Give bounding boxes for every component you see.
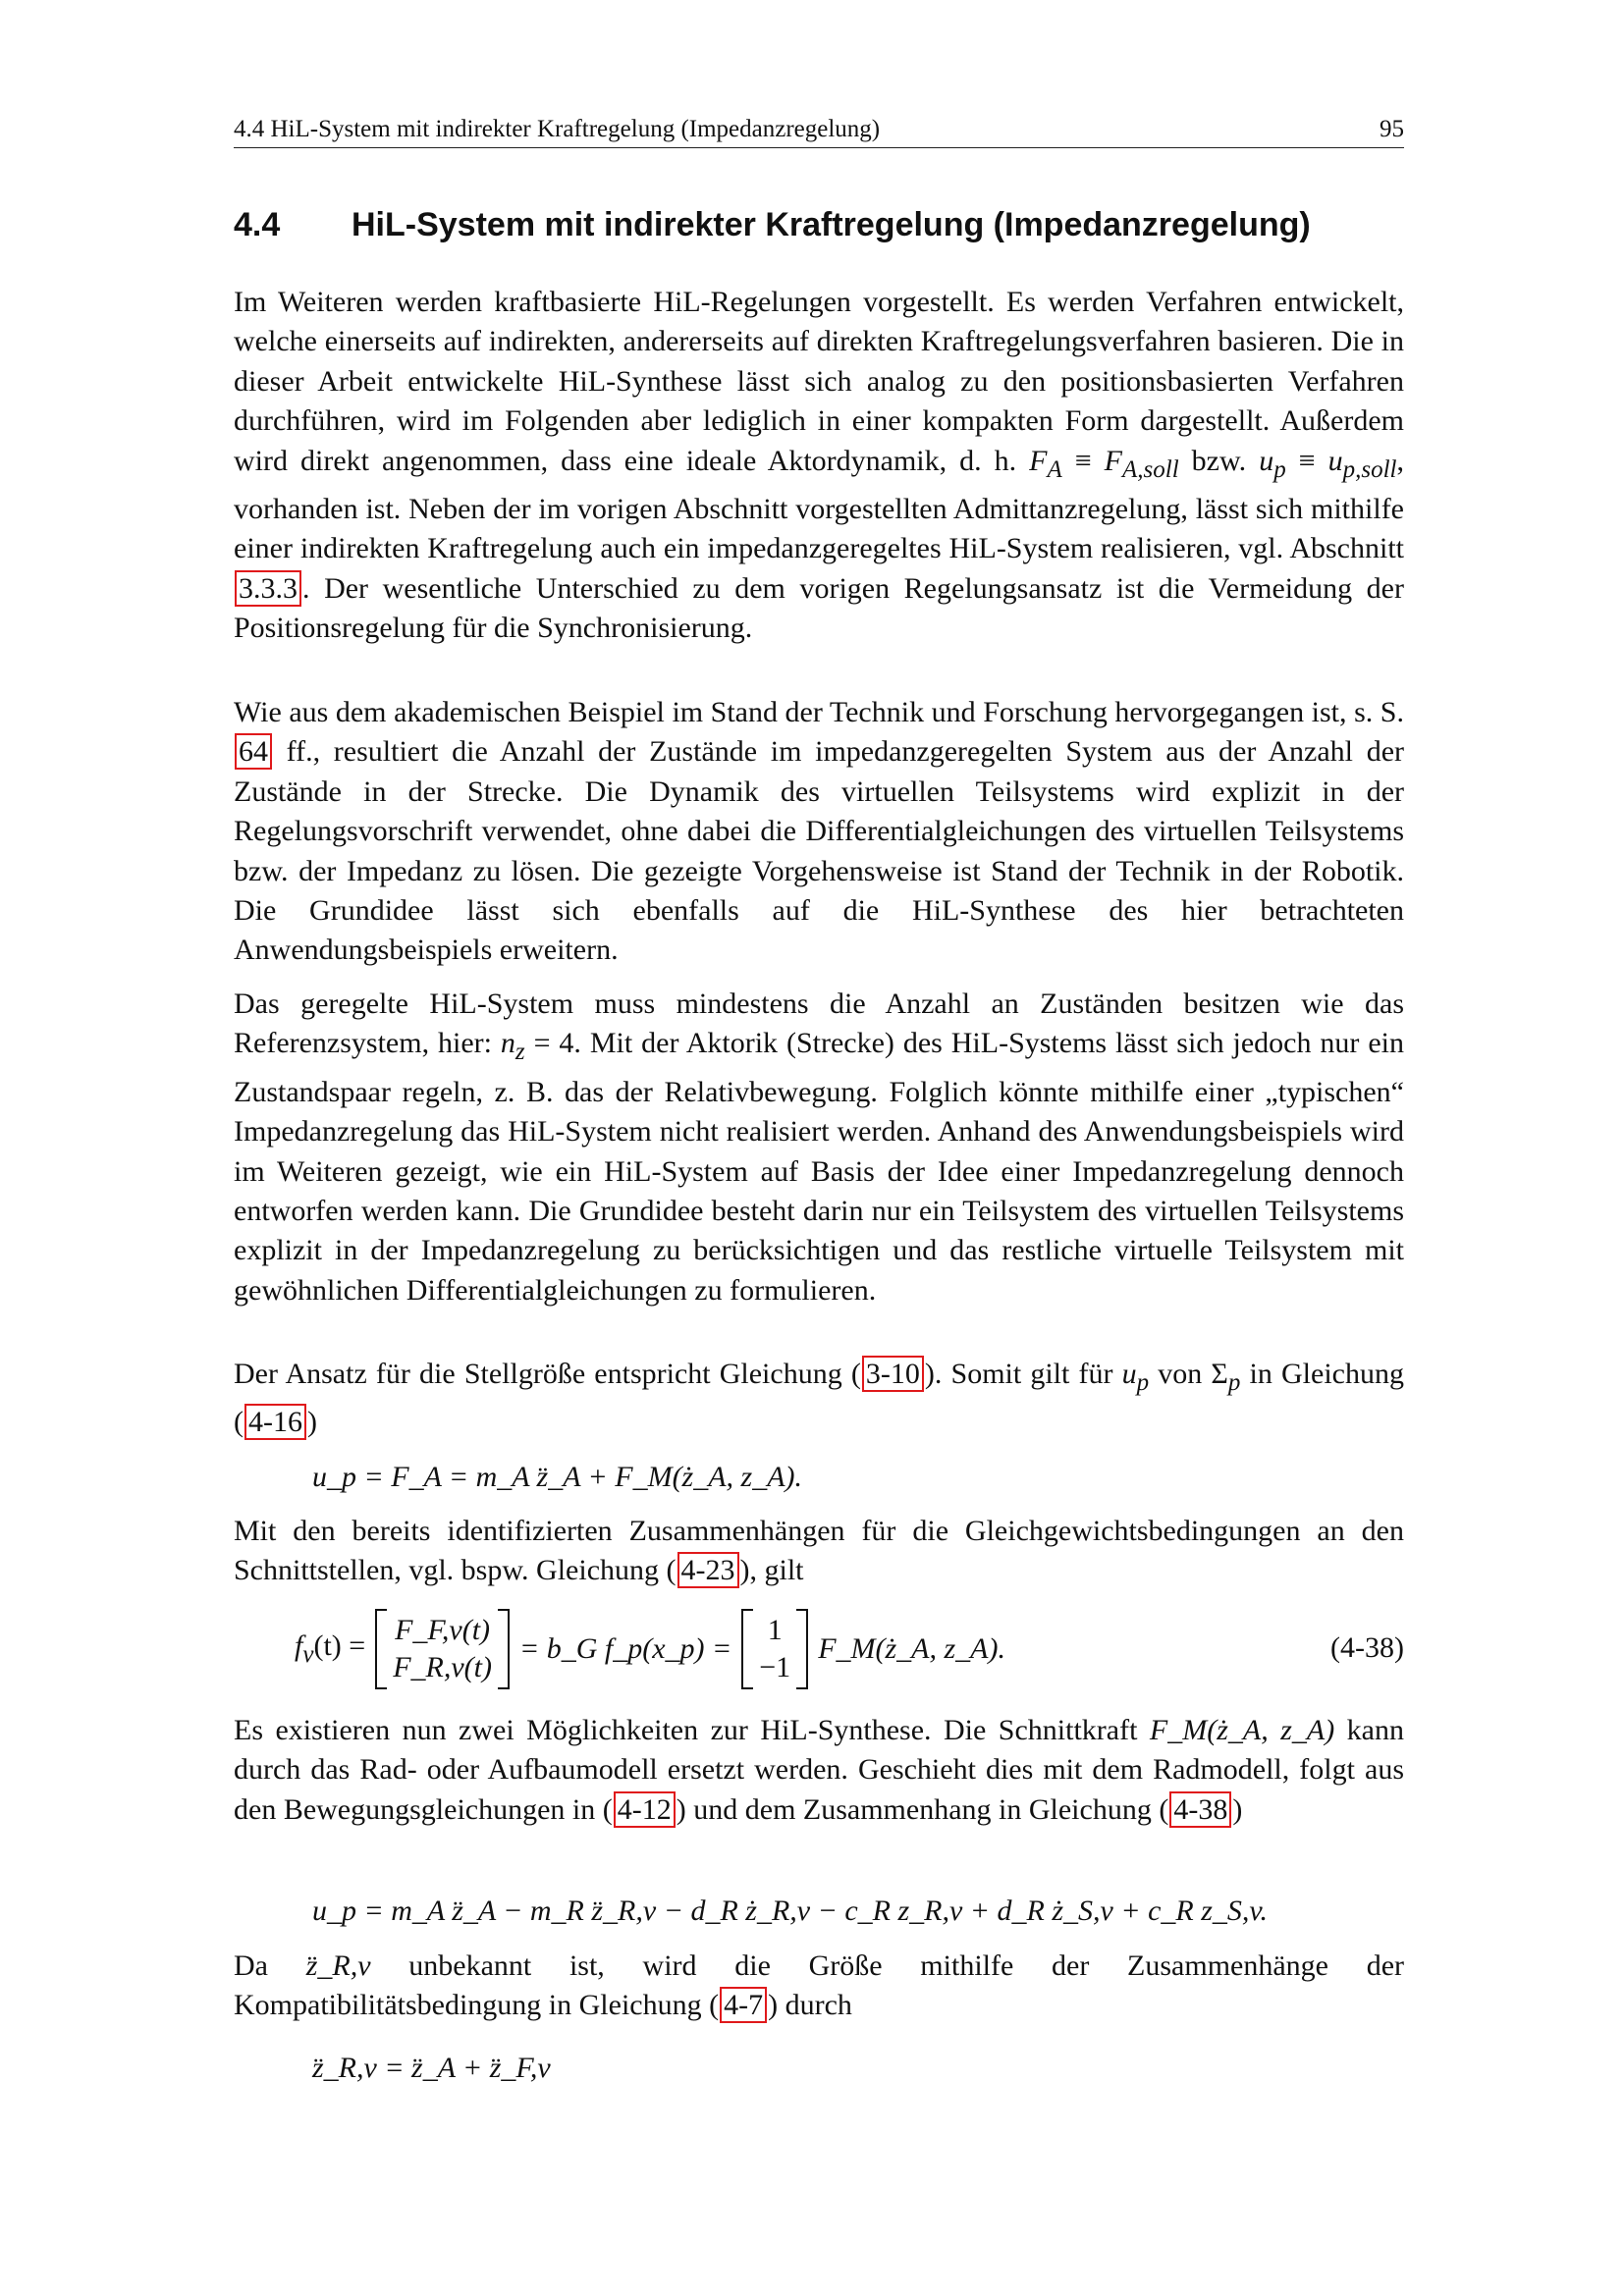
ref-eq-4-23-link[interactable]: 4-23 <box>677 1552 739 1588</box>
running-header <box>234 114 1404 148</box>
paragraph-1: Im Weiteren werden kraftbasierte HiL-Regelungen vorgestellt. Es werden Verfahren entwickelt, welche einerseits auf indirekten, andererseits auf direkten Kraftregelungsverfahren basieren. Die in dieser Arbeit entwickelte HiL-Synthese lässt sich analog zu den positionsbasierten Verfahren durchführen, wird im Folgenden aber lediglich in einer kompakten Form dargestellt. Außerdem wird direkt angenommen, dass eine ideale Aktordynamik, d. h. $F_A \equiv F_{A,soll}$ bzw. $u_p \equiv u_{p,soll}$, vorhanden ist. Neben der im vorigen Abschnitt vorgestellten Admittanzregelung, lässt sich mithilfe einer indirekten Kraftregelung auch ein impedanzgeregeltes HiL-System realisieren, vgl. Abschnitt 3.3.3 . Der wesentliche Unterschied zu dem vorigen Regelungsansatz ist die Vermeidung der Positionsregelung für die Synchronisierung. <box>234 286 1404 645</box>
force-vector: F_F,v(t) F_R,v(t) <box>375 1609 510 1689</box>
paragraph-7: Da z̈_R,v unbekannt ist, wird die Größe mithilfe der Zusammenhänge der Kompatibilitätsbedingung in Gleichung ( 4-7 ) durch <box>234 1949 1405 2022</box>
ref-eq-4-7-link[interactable]: 4-7 <box>720 1987 767 2023</box>
paragraph-5: Mit den bereits identifizierten Zusammenhängen für die Gleichgewichtsbedingungen an den Schnittstellen, vgl. bspw. Gleichung ( 4-23 ), gilt <box>234 1515 1404 1587</box>
paragraph-3: Das geregelte HiL-System muss mindestens die Anzahl an Zuständen besitzen wie das Referenzsystem, hier: $n_z = 4$. Mit der Aktorik (Strecke) des HiL-Systems lässt sich jedoch nur ein Zustandspaar regeln, z. B. das der Relativbewegung. Folglich könnte mithilfe einer „typischen“ Impedanzregelung das HiL-System nicht realisiert werden. Anhand des Anwendungsbeispiels wird im Weiteren gezeigt, wie ein HiL-System auf Basis der Idee einer Impedanzregelung dennoch entworfen werden kann. Die Grundidee besteht darin nur ein Teilsystem des virtuellen Teilsystems explizit in der Impedanzregelung zu berücksichtigen und das restliche virtuelle Teilsystem mit gewöhnlichen Differentialgleichungen zu formulieren. <box>234 988 1404 1307</box>
paragraph-4: Der Ansatz für die Stellgröße entspricht Gleichung ( 3-10 ). Somit gilt für $u_p$ von $\Sigma_p$ in Gleichung ( 4-16 ) <box>234 1358 1404 1439</box>
equation-4-38: $f_v(t)$ = F_F,v(t) F_R,v(t) = b_G f_p(x_p) = 1 −1 F_M(ż_A, z_A). (4-38) <box>295 1610 1404 1688</box>
ref-eq-4-16-link[interactable]: 4-16 <box>244 1404 306 1440</box>
ref-eq-4-38-link[interactable]: 4-38 <box>1169 1791 1231 1828</box>
ref-eq-4-12-link[interactable]: 4-12 <box>614 1791 676 1828</box>
equation-up-radmodell: u_p = m_A z̈_A − m_R z̈_R,v − d_R ż_R,v − c_R z_R,v + d_R ż_S,v + c_R z_S,v. <box>312 1895 1268 1927</box>
ref-page-link[interactable]: 64 <box>235 733 272 770</box>
coupling-vector: 1 −1 <box>741 1609 808 1689</box>
ref-eq-3-10-link[interactable]: 3-10 <box>862 1356 924 1392</box>
equation-up: u_p = F_A = m_A z̈_A + F_M(ż_A, z_A). <box>312 1461 803 1493</box>
page-number: 95 <box>1380 116 1404 142</box>
equation-zrv: z̈_R,v = z̈_A + z̈_F,v <box>312 2052 551 2084</box>
equation-label: (4-38) <box>1330 1631 1404 1664</box>
section-title: HiL-System mit indirekter Kraftregelung (Impedanzregelung) <box>352 206 1311 243</box>
paragraph-2: Wie aus dem akademischen Beispiel im Stand der Technik und Forschung hervorgegangen ist, s. S. 64 ff., resultiert die Anzahl der Zustände im impedanzgeregelten System aus der Anzahl der Zustände in der Strecke. Die Dynamik des virtuellen Teilsystems wird explizit in der Regelungsvorschrift verwendet, ohne dabei die Differentialgleichungen des virtuellen Teilsystems bzw. der Impedanz zu lösen. Die gezeigte Vorgehensweise ist Stand der Technik in der Robotik. Die Grundidee lässt sich ebenfalls auf die HiL-Synthese des hier betrachteten Anwendungsbeispiels erweitern. <box>234 696 1404 967</box>
paragraph-6: Es existieren nun zwei Möglichkeiten zur HiL-Synthese. Die Schnittkraft F_M(ż_A, z_A) kann durch das Rad- oder Aufbaumodell ersetzt werden. Geschieht dies mit dem Radmodell, folgt aus den Bewegungsgleichungen in ( 4-12 ) und dem Zusammenhang in Gleichung ( 4-38 ) <box>234 1714 1404 1826</box>
running-title: 4.4 HiL-System mit indirekter Kraftregelung (Impedanzregelung) <box>234 116 881 142</box>
ref-abschnitt-link[interactable]: 3.3.3 <box>235 570 301 607</box>
section-number: 4.4 <box>234 206 281 243</box>
